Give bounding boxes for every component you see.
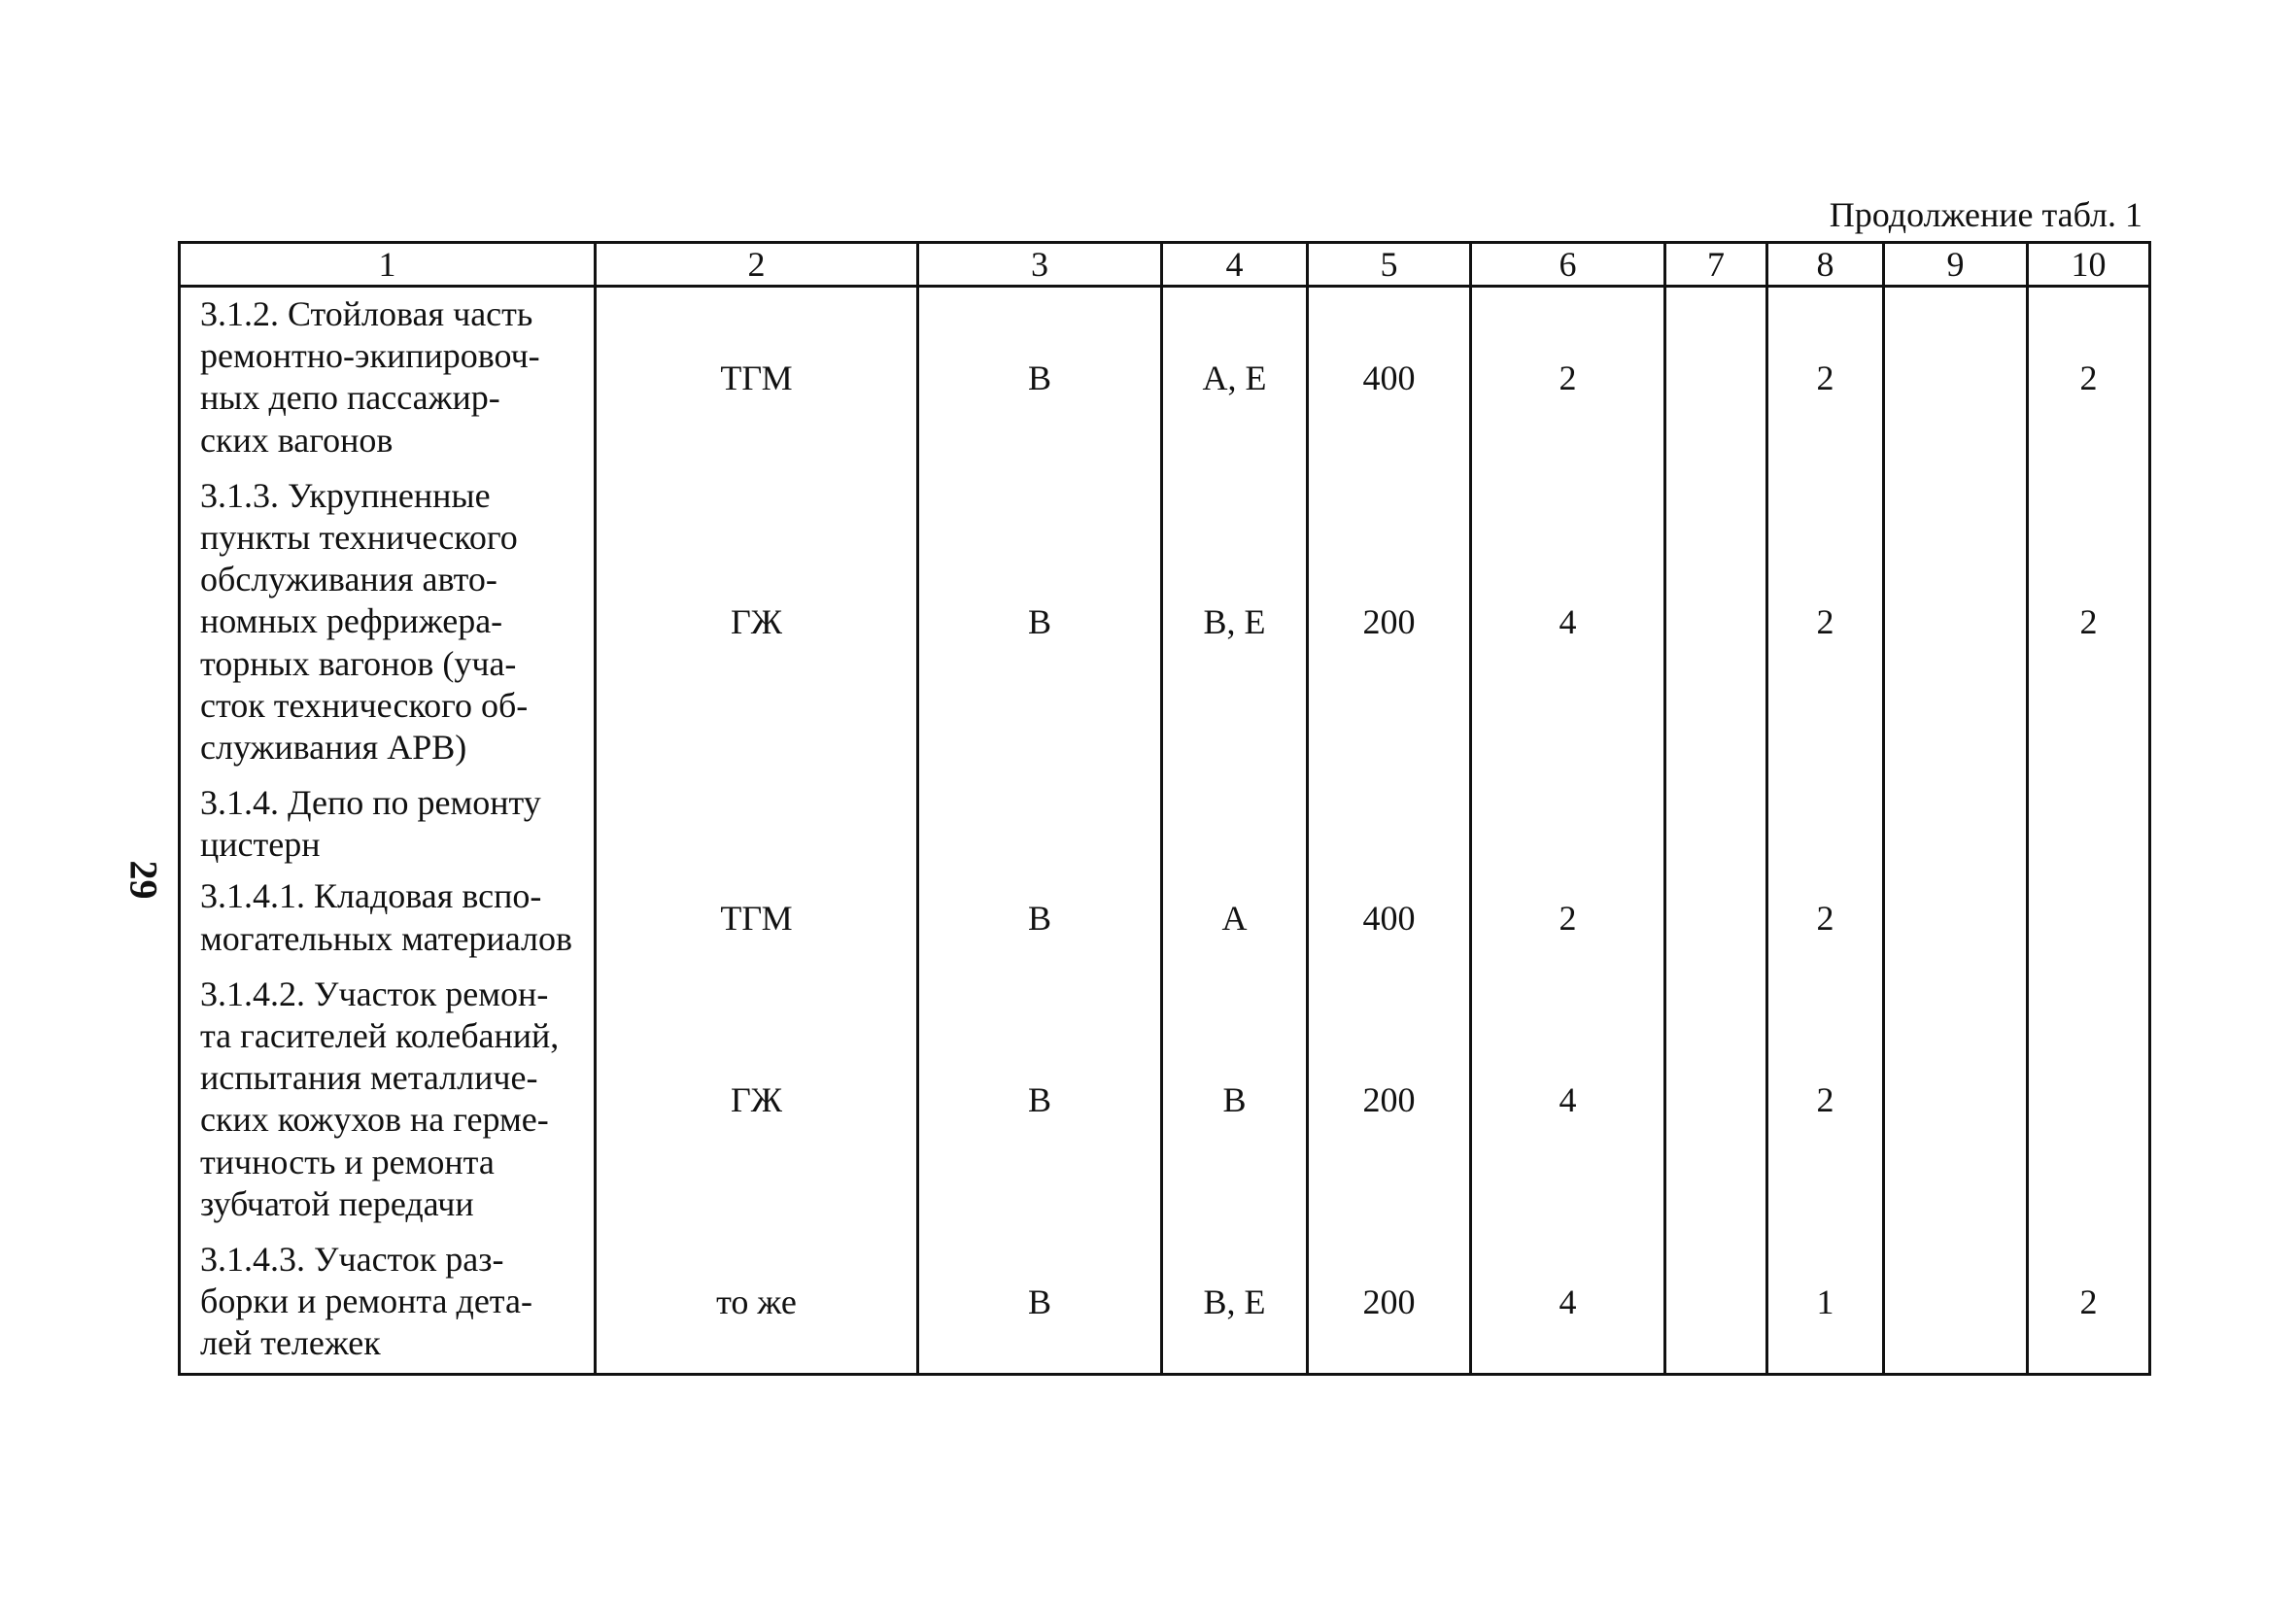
header-col-2: 2 [596,243,918,287]
row-name-line: лей тележек [200,1323,381,1363]
row-name-cell [180,1233,596,1374]
table-body [180,287,2150,1375]
table-row [180,776,2150,870]
cell-col-6: 2 [1471,870,1665,967]
header-col-5: 5 [1308,243,1471,287]
cell-col-6: 4 [1471,968,1665,1233]
cell-col-4 [1162,776,1308,870]
cell-col-5: 400 [1308,287,1471,469]
cell-col-4: А [1162,870,1308,967]
cell-col-7 [1665,287,1767,469]
row-name-line: цистерн [200,825,321,865]
cell-col-10: 2 [2028,1233,2150,1374]
row-name-line: ских вагонов [200,420,394,460]
row-name-line: борки и ремонта дета- [200,1282,532,1321]
row-name-line: та гасителей колебаний, [200,1016,560,1055]
row-name-cell [180,287,596,469]
cell-col-4: В, Е [1162,469,1308,776]
cell-col-2: ГЖ [596,469,918,776]
cell-col-3: В [918,469,1162,776]
row-name-line: номных рефрижера- [200,601,503,641]
cell-col-5: 200 [1308,968,1471,1233]
row-name-line: могательных материалов [200,918,572,958]
row-name-line: ских кожухов на герме- [200,1100,549,1140]
row-name-line: 3.1.4.3. Участок раз- [200,1239,504,1279]
row-name-line: 3.1.2. Стойловая часть [200,294,533,333]
row-name-line: ремонтно-экипировоч- [200,336,540,376]
row-name-cell [180,968,596,1233]
header-col-7: 7 [1665,243,1767,287]
cell-col-7 [1665,968,1767,1233]
cell-col-8: 2 [1767,968,1884,1233]
cell-col-2: ТГМ [596,287,918,469]
cell-col-9 [1884,469,2028,776]
table-header [180,243,2150,287]
cell-col-6: 4 [1471,1233,1665,1374]
row-name-line: сток технического об- [200,685,529,725]
table-row [180,1233,2150,1374]
header-col-10: 10 [2028,243,2150,287]
cell-col-2 [596,776,918,870]
table-continuation-caption: Продолжение табл. 1 [1829,195,2142,234]
table-row [180,469,2150,776]
cell-col-8: 2 [1767,287,1884,469]
row-name-line: 3.1.4.2. Участок ремон- [200,974,549,1013]
row-name-line: ных депо пассажир- [200,378,500,418]
cell-col-6 [1471,776,1665,870]
cell-col-10 [2028,968,2150,1233]
cell-col-9 [1884,776,2028,870]
cell-col-8 [1767,776,1884,870]
header-col-1: 1 [180,243,596,287]
cell-col-5: 400 [1308,870,1471,967]
cell-col-3: В [918,1233,1162,1374]
row-name-line: испытания металличе- [200,1058,538,1098]
cell-col-2: то же [596,1233,918,1374]
row-name-line: пункты технического [200,517,518,557]
cell-col-9 [1884,1233,2028,1374]
page-number: 29 [121,860,166,900]
cell-col-3: В [918,870,1162,967]
cell-col-3 [918,776,1162,870]
table-row [180,968,2150,1233]
row-name-line: обслуживания авто- [200,560,497,599]
cell-col-5 [1308,776,1471,870]
cell-col-6: 2 [1471,287,1665,469]
row-name-line: зубчатой передачи [200,1183,474,1223]
row-name-cell [180,469,596,776]
cell-col-10: 2 [2028,469,2150,776]
cell-col-4: В [1162,968,1308,1233]
cell-col-6: 4 [1471,469,1665,776]
cell-col-4: В, Е [1162,1233,1308,1374]
row-name-line: тичность и ремонта [200,1142,495,1181]
cell-col-2: ТГМ [596,870,918,967]
row-name-line: 3.1.3. Укрупненные [200,475,491,515]
cell-col-9 [1884,870,2028,967]
cell-col-7 [1665,469,1767,776]
table-row [180,287,2150,469]
row-name-cell [180,776,596,870]
cell-col-7 [1665,1233,1767,1374]
row-name-line: 3.1.4. Депо по ремонту [200,783,541,823]
data-table [178,241,2151,1376]
header-col-9: 9 [1884,243,2028,287]
header-row [180,243,2150,287]
table-row [180,870,2150,967]
cell-col-3: В [918,968,1162,1233]
row-name-line: торных вагонов (уча- [200,643,517,683]
cell-col-8: 1 [1767,1233,1884,1374]
data-table-container [178,241,2148,1376]
cell-col-4: А, Е [1162,287,1308,469]
cell-col-3: В [918,287,1162,469]
cell-col-5: 200 [1308,1233,1471,1374]
row-name-line: 3.1.4.1. Кладовая вспо- [200,876,542,916]
cell-col-7 [1665,776,1767,870]
cell-col-2: ГЖ [596,968,918,1233]
row-name-cell [180,870,596,967]
header-col-6: 6 [1471,243,1665,287]
cell-col-9 [1884,968,2028,1233]
cell-col-10 [2028,870,2150,967]
cell-col-9 [1884,287,2028,469]
cell-col-7 [1665,870,1767,967]
cell-col-5: 200 [1308,469,1471,776]
cell-col-10 [2028,776,2150,870]
header-col-3: 3 [918,243,1162,287]
row-name-line: служивания АРВ) [200,727,467,767]
cell-col-8: 2 [1767,469,1884,776]
header-col-4: 4 [1162,243,1308,287]
header-col-8: 8 [1767,243,1884,287]
cell-col-10: 2 [2028,287,2150,469]
cell-col-8: 2 [1767,870,1884,967]
